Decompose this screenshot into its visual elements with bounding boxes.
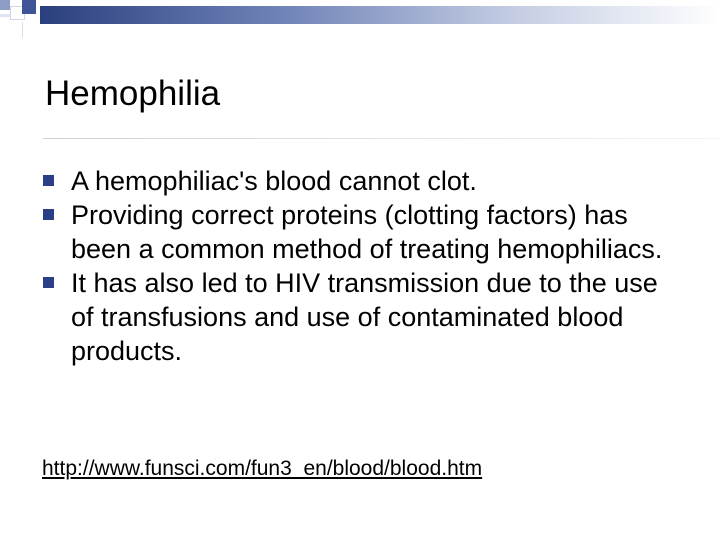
decor-square (22, 22, 33, 38)
bullet-item (43, 266, 683, 368)
title-divider (43, 138, 720, 139)
square-bullet-icon (43, 277, 54, 288)
bullet-text: Providing correct proteins (clotting factors) has been a common method of treating hemophiliacs. (71, 200, 663, 264)
bullet-list (43, 164, 683, 368)
bullet-text: It has also led to HIV transmission due to the use of transfusions and use of contaminated blood products. (71, 268, 658, 366)
source-link[interactable]: http://www.funsci.com/fun3_en/blood/blood.htm (42, 457, 483, 480)
bullet-item (43, 198, 683, 266)
square-bullet-icon (43, 175, 54, 186)
decor-square (0, 0, 10, 10)
slide-title: Hemophilia (45, 74, 221, 113)
decor-square (22, 0, 36, 14)
square-bullet-icon (43, 209, 54, 220)
header-gradient-bar (40, 6, 720, 24)
bullet-item (43, 164, 683, 198)
bullet-text: A hemophiliac's blood cannot clot. (71, 166, 477, 196)
